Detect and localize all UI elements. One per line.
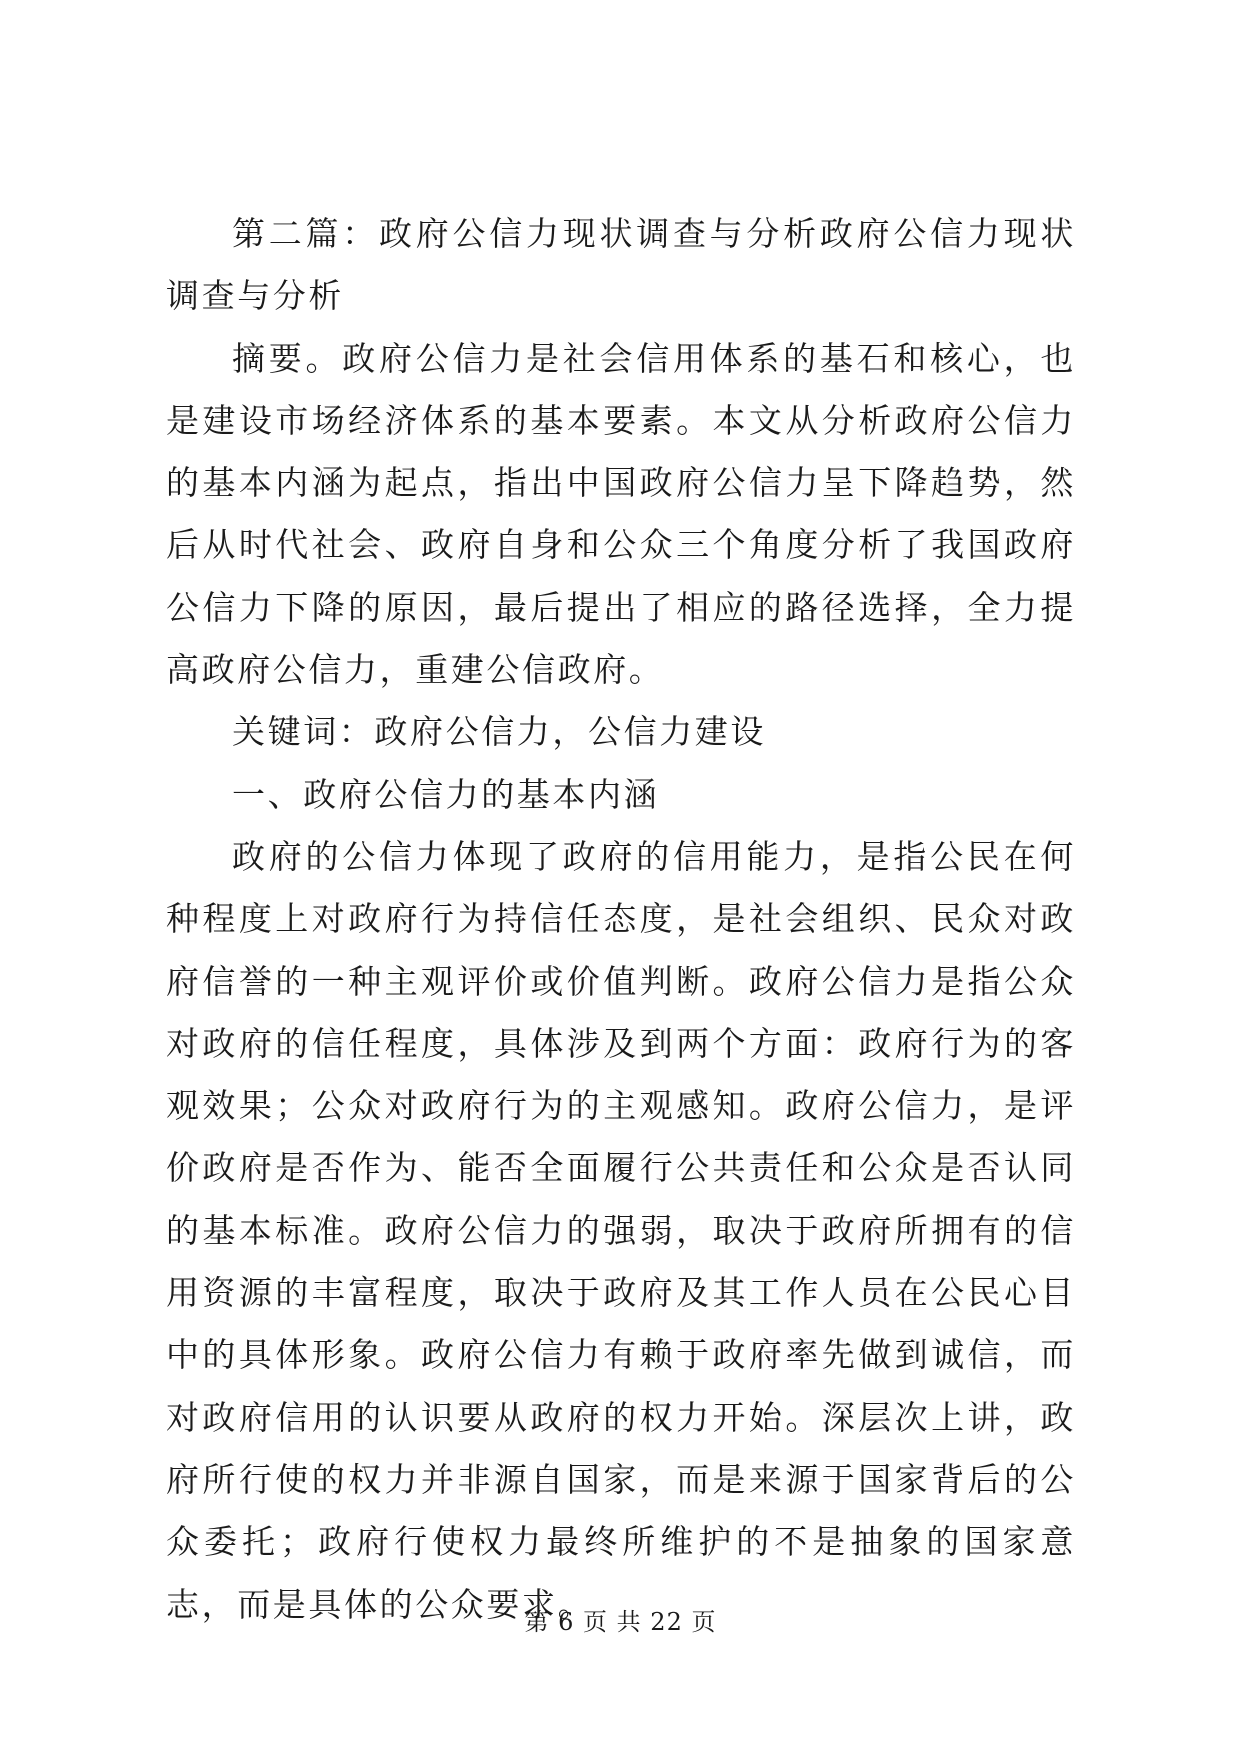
body-paragraph: 政府的公信力体现了政府的信用能力，是指公民在何种程度上对政府行为持信任态度，是社会组织、民众对政府信誉的一种主观评价或价值判断。政府公信力是指公众对政府的信任程度，具体涉及到两个方面：政府行为的客观效果；公众对政府行为的主观感知。政府公信力，是评价政府是否作为、能否全面履行公共责任和公众是否认同的基本标准。政府公信力的强弱，取决于政府所拥有的信用资源的丰富程度，取决于政府及其工作人员在公民心目中的具体形象。政府公信力有赖于政府率先做到诚信，而对政府信用的认识要从政府的权力开始。深层次上讲，政府所行使的权力并非源自国家，而是来源于国家背后的公众委托；政府行使权力最终所维护的不是抽象的国家意志，而是具体的公众要求。	[166, 836, 1076, 1624]
document-body	[166, 203, 1076, 1636]
abstract-paragraph: 摘要。政府公信力是社会信用体系的基石和核心，也是建设市场经济体系的基本要素。本文从分析政府公信力的基本内涵为起点，指出中国政府公信力呈下降趋势，然后从时代社会、政府自身和公众三个角度分析了我国政府公信力下降的原因，最后提出了相应的路径选择，全力提高政府公信力，重建公信政府。	[166, 338, 1076, 690]
subsection-heading: 一、政府公信力的基本内涵	[232, 774, 660, 814]
section-title: 第二篇：政府公信力现状调查与分析政府公信力现状调查与分析	[166, 214, 1076, 316]
page-number-footer: 第 6 页 共 22 页	[524, 1608, 717, 1636]
keywords-line: 关键词：政府公信力，公信力建设	[232, 712, 766, 752]
